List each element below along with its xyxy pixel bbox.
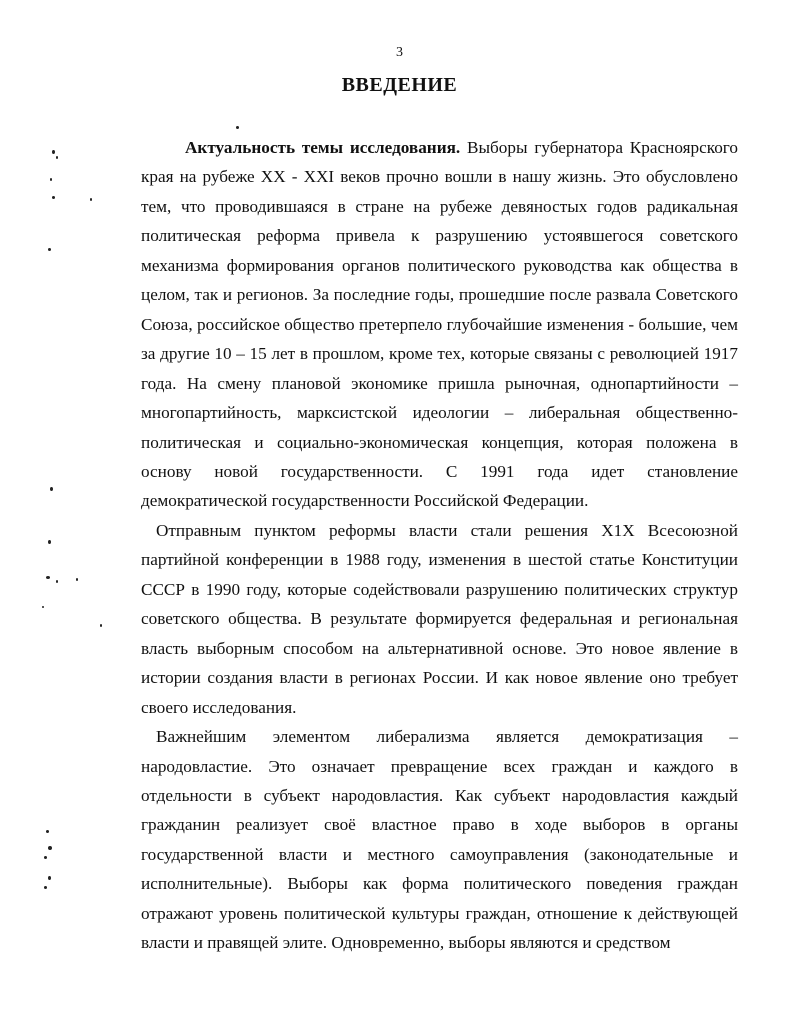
scan-speck (100, 624, 102, 627)
paragraph-democratization (141, 722, 738, 958)
scan-speck (56, 156, 58, 159)
paragraph-text: Важнейшим элементом либерализма является демократизация – народовластие. Это означает превращение всех граждан и каждого в отдельности в субъект народовластия. Как субъект народовластия каждый гражданин реализует своё властное право в ходе выборов в органы государственной власти и местного самоуправления (законодательные и исполнительные). Выборы как форма политического поведения граждан отражают уровень политической культуры граждан, отношение к действующей власти и правящей элите. Одновременно, выборы являются и средством (141, 727, 738, 953)
page-title: ВВЕДЕНИЕ (341, 74, 458, 96)
scan-speck (52, 196, 55, 199)
paragraph-text: Выборы губернатора Красноярского края на рубеже XX - XXI веков прочно вошли в нашу жизнь. Это обусловлено тем, что проводившаяся в стране на рубеже девяностых годов радикальная политическая реформа привела к разрушению устоявшегося советского механизма формирования органов политического руководства как общества в целом, так и регионов. За последние годы, прошедшие после развала Советского Союза, российское общество претерпело глубочайшие изменения - большие, чем за другие 10 – 15 лет в прошлом, кроме тех, которые связаны с революцией 1917 года. На смену плановой экономике пришла рыночная, однопартийности – многопартийность, марксистской идеологии – либеральная общественно-политическая и социально-экономическая концепция, которая положена в основу новой государственности. С 1991 года идет становление демократической государственности Российской Федерации. (141, 138, 738, 511)
scan-speck (46, 576, 50, 579)
paragraph-text: Отправным пунктом реформы власти стали решения Х1Х Всесоюзной партийной конференции в 1988 году, изменения в шестой статье Конституции СССР в 1990 году, которые содействовали разрушению политических структур советского общества. В результате формируется федеральная и региональная власть выборным способом на альтернативной основе. Это новое явление в истории создания власти в регионах России. И как новое явление оно требует своего исследования. (141, 520, 738, 717)
scan-speck (42, 606, 44, 608)
scan-speck (50, 487, 53, 491)
scan-speck (48, 876, 51, 880)
paragraph-relevance (141, 133, 738, 516)
scan-speck (52, 150, 55, 154)
scan-speck (46, 830, 49, 833)
scan-speck (44, 856, 47, 859)
scan-speck (48, 248, 51, 251)
paragraph-reform (141, 516, 738, 722)
scan-speck (50, 178, 52, 181)
page-number: 3 (396, 45, 403, 60)
scan-speck (76, 578, 78, 581)
scan-speck (236, 126, 239, 129)
paragraph-lead: Актуальность темы исследования. (185, 138, 461, 157)
body-text (141, 133, 738, 958)
scan-speck (48, 846, 52, 850)
scan-speck (90, 198, 92, 201)
scan-speck (44, 886, 47, 889)
scan-speck (56, 580, 58, 583)
scan-speck (48, 540, 51, 544)
